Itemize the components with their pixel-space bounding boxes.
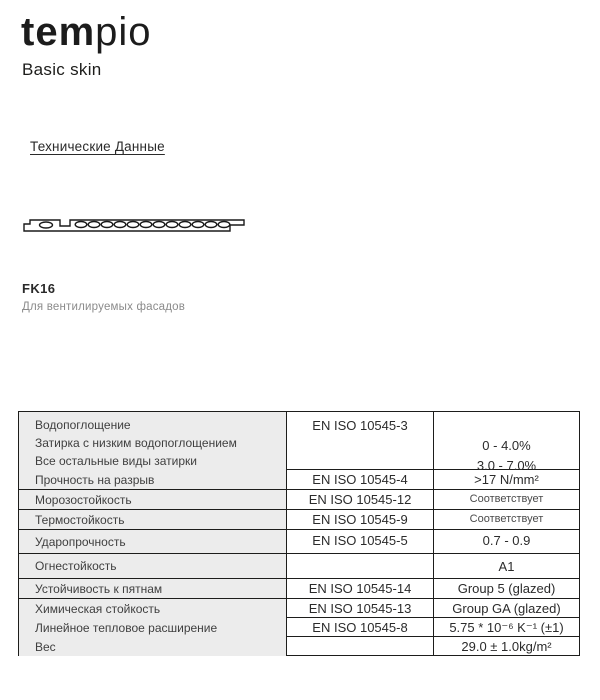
value-cell — [433, 554, 579, 578]
table-row — [19, 509, 579, 529]
value-text — [505, 416, 509, 436]
standard-cell — [286, 510, 433, 529]
property-text: Линейное тепловое расширение — [35, 620, 218, 635]
property-cell — [19, 554, 286, 578]
property-cell — [19, 637, 286, 656]
standard-text: EN ISO 10545-8 — [312, 620, 408, 635]
property-text: Химическая стойкость — [35, 601, 161, 616]
value-cell — [433, 618, 579, 637]
property-text: Термостойкость — [35, 512, 125, 527]
value-cell — [433, 412, 579, 476]
table-row — [19, 489, 579, 509]
standard-text: EN ISO 10545-9 — [312, 512, 408, 527]
standard-text: EN ISO 10545-4 — [312, 472, 408, 487]
standard-cell — [286, 530, 433, 553]
value-cell — [433, 579, 579, 598]
standard-cell — [286, 599, 433, 618]
property-cell — [19, 412, 286, 476]
property-text: Прочность на разрыв — [35, 472, 155, 487]
property-cell — [19, 618, 286, 637]
standard-text: EN ISO 10545-14 — [308, 581, 412, 596]
property-text: Морозостойкость — [35, 492, 132, 507]
standard-cell — [286, 637, 433, 656]
product-code: FK16 — [22, 281, 56, 296]
panel-profile-drawing — [20, 212, 248, 244]
section-heading: Технические Данные — [30, 139, 165, 154]
property-cell — [19, 510, 286, 529]
product-description: Для вентилируемых фасадов — [22, 301, 186, 313]
property-text: Огнестойкость — [35, 559, 117, 573]
property-text: Все остальные виды затирки — [35, 454, 198, 468]
table-row — [19, 529, 579, 553]
product-line-title: Basic skin — [22, 60, 102, 79]
property-text: Вес — [35, 639, 56, 654]
value-text: Group 5 (glazed) — [457, 581, 556, 596]
table-row — [19, 578, 579, 598]
value-text: Соответствует — [469, 513, 544, 525]
value-cell — [433, 490, 579, 509]
table-row — [19, 636, 579, 655]
value-cell — [433, 637, 579, 656]
property-cell — [19, 470, 286, 489]
property-text: Устойчивость к пятнам — [35, 581, 163, 596]
value-text: 29.0 ± 1.0kg/m² — [461, 639, 552, 654]
value-text: 3.0 - 7.0% — [476, 458, 537, 473]
value-text: Group GA (glazed) — [452, 601, 561, 616]
logo-bold-part: tem — [21, 10, 96, 54]
table-row — [19, 553, 579, 578]
property-text: Затирка с низким водопоглощением — [35, 436, 237, 450]
standard-cell — [286, 618, 433, 637]
property-text: Ударопрочность — [35, 534, 126, 549]
standard-text: EN ISO 10545-13 — [308, 601, 412, 616]
standard-cell — [286, 470, 433, 489]
standard-text: EN ISO 10545-12 — [308, 492, 412, 507]
value-text: A1 — [498, 558, 515, 574]
technical-data-table — [18, 411, 580, 656]
value-text: 0 - 4.0% — [482, 438, 531, 453]
value-text: 5.75 * 10⁻⁶ K⁻¹ (±1) — [449, 620, 564, 635]
value-cell — [433, 530, 579, 553]
table-row — [19, 617, 579, 636]
standard-cell — [286, 554, 433, 578]
property-text: Водопоглощение — [35, 418, 131, 432]
value-text: Соответствует — [469, 493, 544, 505]
standard-cell — [286, 579, 433, 598]
value-cell — [433, 599, 579, 618]
standard-text: EN ISO 10545-5 — [312, 533, 408, 548]
value-text: >17 N/mm² — [474, 472, 539, 487]
value-cell — [433, 510, 579, 529]
property-cell — [19, 530, 286, 553]
standard-text: EN ISO 10545-3 — [312, 418, 408, 433]
tempio-logo — [21, 10, 152, 54]
standard-cell — [286, 412, 433, 476]
logo-light-part: pio — [95, 10, 152, 54]
table-row — [19, 412, 579, 473]
standard-cell — [286, 490, 433, 509]
value-cell — [433, 470, 579, 489]
value-text: 0.7 - 0.9 — [482, 533, 531, 548]
property-cell — [19, 579, 286, 598]
property-cell — [19, 599, 286, 618]
table-row — [19, 598, 579, 617]
property-cell — [19, 490, 286, 509]
table-row — [19, 469, 579, 489]
